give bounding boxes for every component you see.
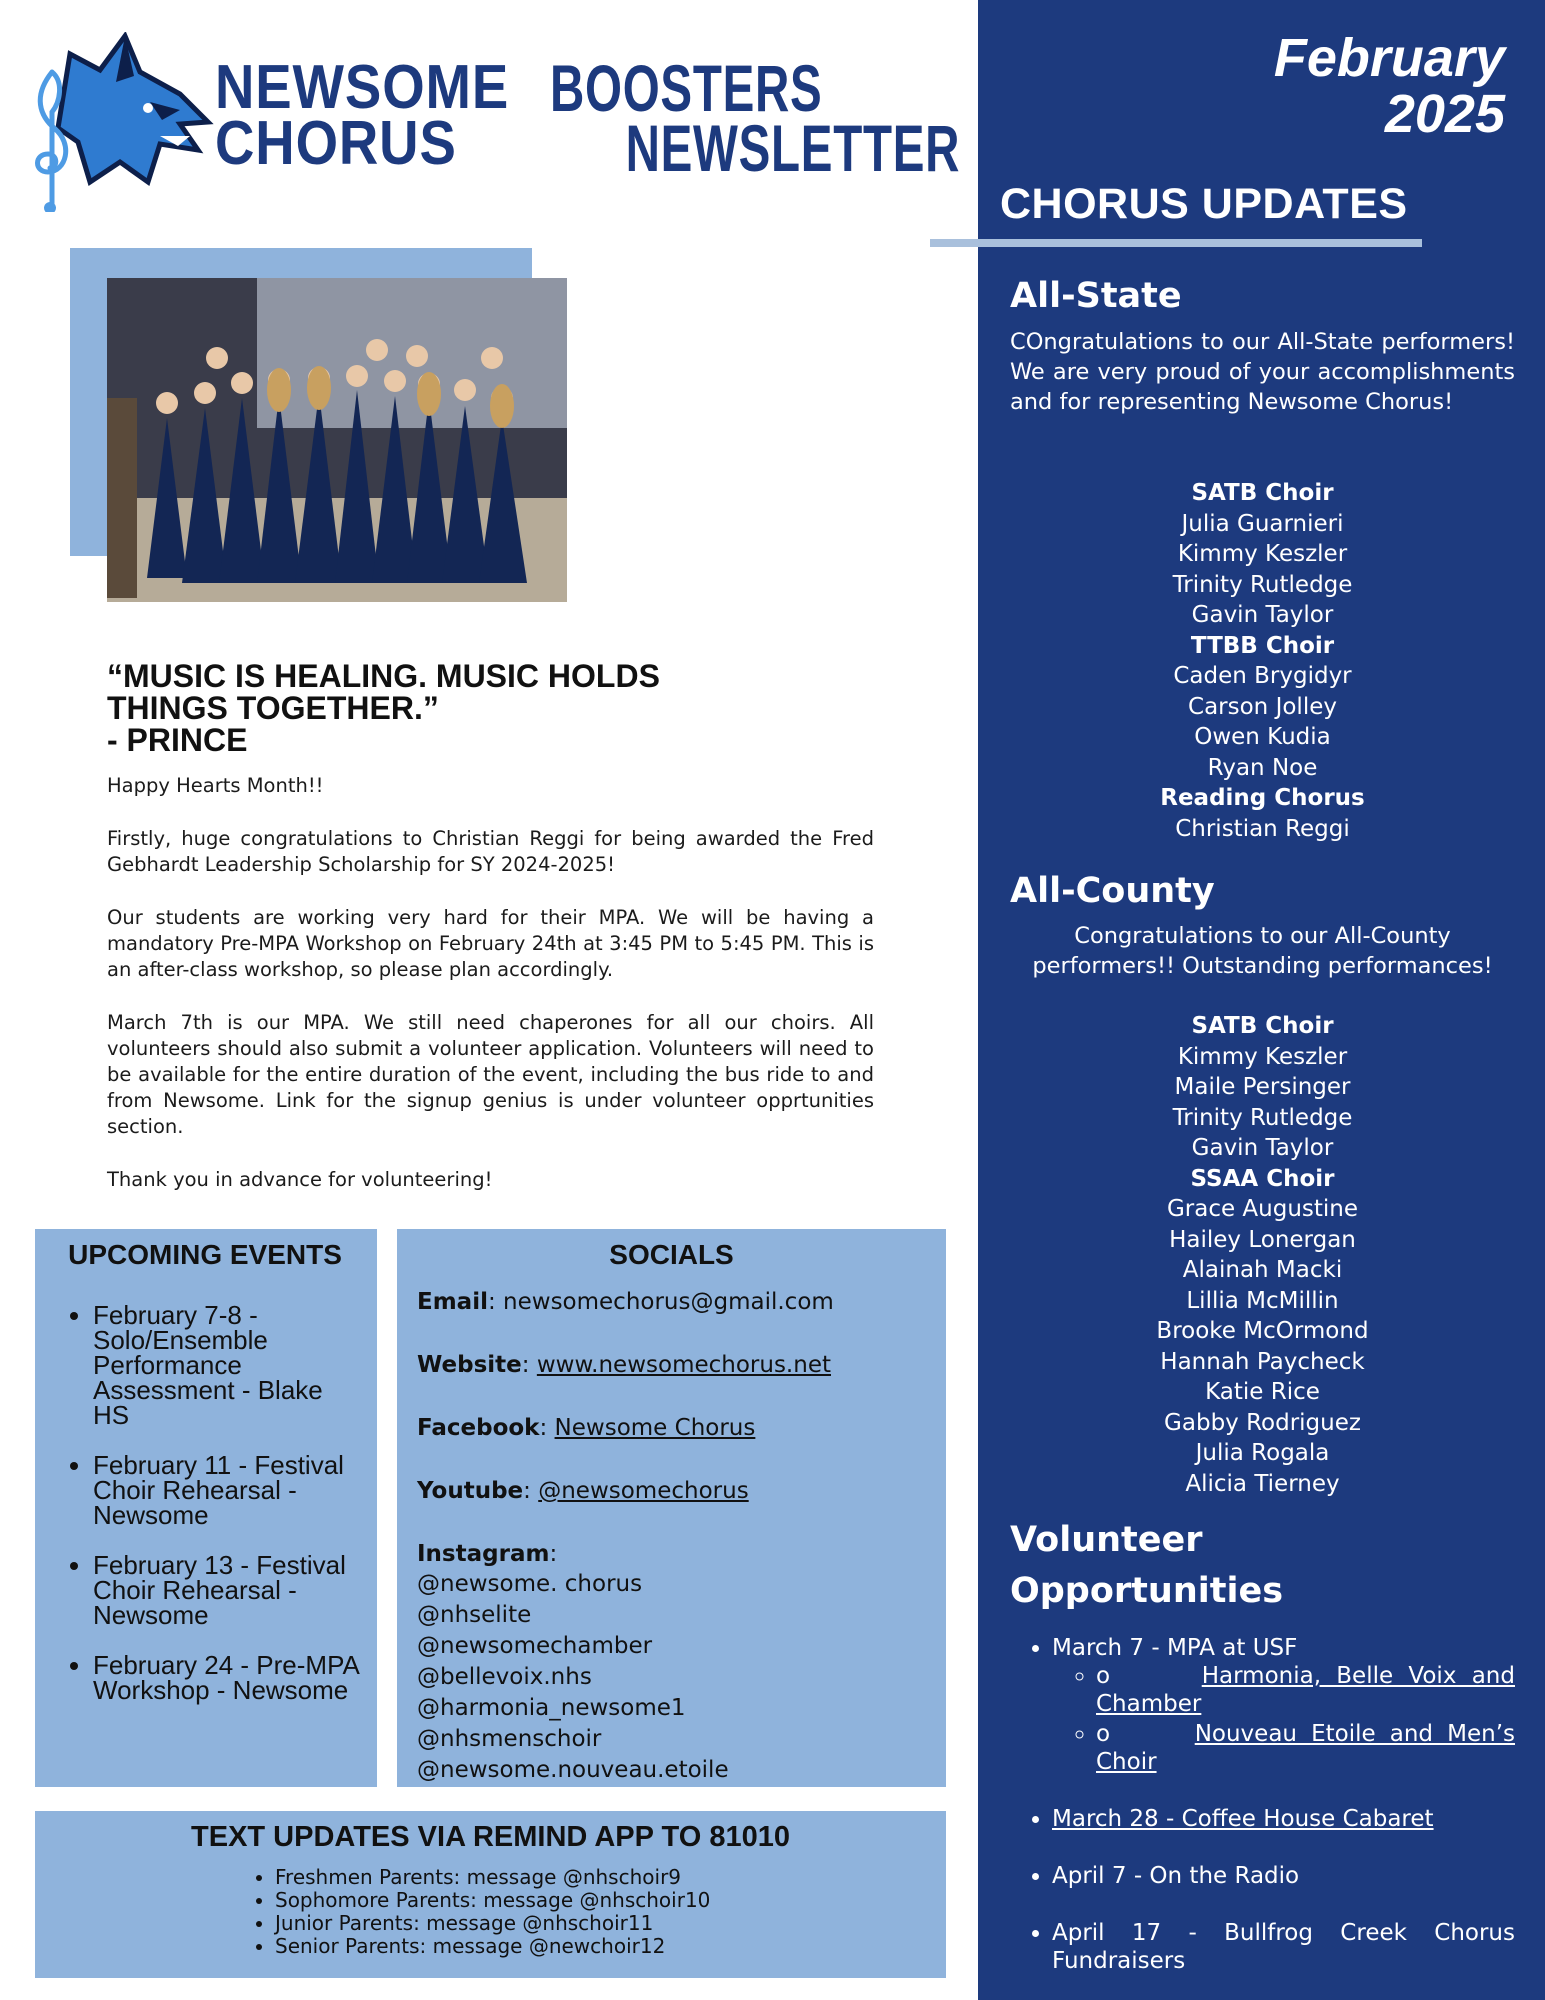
newsletter-title [550,51,961,185]
member-name: Lillia McMillin [1186,1287,1339,1314]
logo-line1: NEWSOME [215,53,510,122]
allstate-text: COngratulations to our All-State performers! We are very proud of your accomplishments and for representing Newsome Chorus! [1010,329,1515,415]
member-name: Hannah Paycheck [1160,1348,1365,1375]
instagram-handle[interactable]: @newsome.nouveau.etoile [417,1757,729,1783]
subitem-marker: o [1096,1721,1111,1747]
volunteer-item [1052,1634,1515,1776]
group-heading: SSAA Choir [1190,1165,1335,1192]
wolf-logo-icon [30,32,220,212]
member-name: Ryan Noe [1207,754,1318,781]
remind-box [35,1811,946,1978]
choir-group-photo [107,278,567,602]
body-scholarship: Firstly, huge congratulations to Christian Reggi for being awarded the Fred Gebhardt Leadership Scholarship for SY 2024-2025! [107,827,874,876]
volunteer-item [1052,1862,1515,1890]
member-name: Caden Brygidyr [1173,663,1352,689]
upcoming-events-box [35,1229,377,1787]
instagram-handle[interactable]: @harmonia_newsome1 [417,1695,686,1721]
issue-date [1274,30,1505,142]
signup-link-cabaret[interactable]: March 28 - Coffee House Cabaret [1052,1806,1434,1832]
member-name: Julia Guarnieri [1181,510,1344,537]
choir-photo-illustration [107,278,567,602]
volunteer-item [1052,1919,1515,1975]
volunteer-list [1010,1634,1515,2000]
body-greeting: Happy Hearts Month!! [107,774,324,797]
member-name: Gabby Rodriguez [1164,1409,1361,1436]
quote-line2: THINGS TOGETHER.” [107,690,439,726]
instagram-handle[interactable]: @bellevoix.nhs [417,1664,592,1690]
chorus-updates-title: CHORUS UPDATES [1000,180,1408,228]
volunteer-heading [1010,1515,1283,1617]
member-name: Katie Rice [1205,1379,1320,1405]
remind-item: • Freshmen Parents: message @nhschoir9 [275,1866,926,1889]
title-line2: NEWSLETTER [625,111,961,185]
remind-item: • Junior Parents: message @nhschoir11 [275,1912,926,1935]
instagram-handle[interactable]: @nhselite [417,1602,532,1628]
facebook-label: Facebook [417,1415,540,1441]
member-name: Gavin Taylor [1191,602,1334,628]
volunteer-item [1052,1805,1515,1833]
allcounty-names [1010,1011,1515,1499]
allstate-heading: All-State [1010,276,1182,316]
member-name: Grace Augustine [1166,1196,1359,1222]
volunteer-subitem [1096,1662,1515,1718]
remind-item: • Sophomore Parents: message @nhschoir10 [275,1889,926,1912]
facebook-link[interactable]: Newsome Chorus [554,1415,756,1441]
email-link[interactable]: newsomechorus@gmail.com [503,1289,834,1315]
remind-list [275,1866,926,1958]
website-label: Website [417,1352,522,1378]
subitem-marker: o [1096,1663,1111,1689]
member-name: Carson Jolley [1188,693,1337,720]
member-name: Hailey Lonergan [1169,1226,1356,1253]
instagram-label: Instagram [417,1541,550,1567]
event-item: • February 7-8 - Solo/Ensemble Performance Assessment - Blake HS [93,1303,363,1428]
body-mpa-workshop: Our students are working very hard for their MPA. We will be having a mandatory Pre-MPA Workshop on February 24th at 3:45 PM to 5:45 PM. This is an after-class workshop, so please plan accordingly. [107,906,874,981]
newsletter-body [107,773,874,1220]
member-name: Trinity Rutledge [1172,571,1353,598]
event-item: • February 24 - Pre-MPA Workshop - Newsome [93,1653,363,1703]
event-item: • February 13 - Festival Choir Rehearsal - Newsome [93,1553,363,1628]
website-row: Website: www.newsomechorus.net [417,1352,831,1378]
remind-title: TEXT UPDATES VIA REMIND APP TO 81010 [191,1821,790,1853]
issue-month: February [1273,28,1505,88]
member-name: Kimmy Keszler [1177,541,1348,567]
member-name: Gavin Taylor [1191,1135,1334,1161]
youtube-label: Youtube [417,1478,524,1504]
body-thanks: Thank you in advance for volunteering! [107,1168,493,1191]
logo-wordmark [215,53,510,178]
instagram-row: Instagram: [417,1541,558,1567]
group-heading: Reading Chorus [1160,785,1365,811]
group-heading: SATB Choir [1191,480,1334,506]
member-name: Christian Reggi [1175,815,1350,842]
member-name: Kimmy Keszler [1177,1043,1348,1070]
volunteer-subitem [1096,1720,1515,1776]
instagram-handles [417,1569,926,1786]
instagram-handle[interactable]: @newsomechamber [417,1633,653,1659]
chorus-updates-sidebar [978,0,1545,2000]
member-name: Julia Rogala [1195,1440,1330,1466]
prince-quote [107,660,747,756]
instagram-handle[interactable]: @nhsmenschoir [417,1726,602,1752]
quote-attribution: - PRINCE [107,722,248,758]
volunteer-item-label: March 7 - MPA at USF [1052,1635,1298,1661]
logo-line2: CHORUS [215,109,457,178]
youtube-row: Youtube: @newsomechorus [417,1478,749,1504]
signup-link-harmonia[interactable]: Harmonia, Belle Voix and Chamber [1096,1663,1515,1717]
email-label: Email [417,1289,488,1315]
group-heading: SATB Choir [1191,1013,1334,1039]
signup-link-nouveau[interactable]: Nouveau Etoile and Men’s Choir [1096,1721,1515,1775]
volunteer-item-label: April 17 - Bullfrog Creek Chorus Fundraisers [1052,1920,1515,1974]
allstate-names [1010,478,1515,844]
volunteer-heading-line2: Opportunities [1010,1571,1284,1611]
updates-underline [930,239,1422,247]
youtube-link[interactable]: @newsomechorus [538,1478,749,1504]
socials-box [397,1229,946,1787]
website-link[interactable]: www.newsomechorus.net [536,1352,831,1378]
member-name: Alicia Tierney [1185,1470,1340,1497]
member-name: Maile Persinger [1174,1074,1351,1100]
events-title: UPCOMING EVENTS [68,1239,342,1270]
facebook-row: Facebook: Newsome Chorus [417,1415,756,1441]
events-list [47,1300,363,1705]
allcounty-heading: All-County [1010,871,1215,911]
group-heading: TTBB Choir [1190,632,1335,659]
member-name: Owen Kudia [1194,724,1331,750]
member-name: Trinity Rutledge [1172,1104,1353,1131]
member-name: Alainah Macki [1182,1257,1343,1283]
volunteer-heading-line1: Volunteer [1010,1520,1203,1560]
socials-title: SOCIALS [609,1239,734,1270]
remind-item: • Senior Parents: message @newchoir12 [275,1935,926,1958]
member-name: Brooke McOrmond [1156,1318,1369,1344]
allcounty-text: Congratulations to our All-County performers!! Outstanding performances! [1032,923,1493,979]
quote-line1: “MUSIC IS HEALING. MUSIC HOLDS [107,658,660,694]
event-item: • February 11 - Festival Choir Rehearsal - Newsome [93,1453,363,1528]
issue-year: 2025 [1384,84,1505,144]
title-line1: BOOSTERS [550,51,823,125]
instagram-handle[interactable]: @newsome. chorus [417,1571,643,1597]
volunteer-item-label: April 7 - On the Radio [1052,1863,1300,1889]
body-chaperones: March 7th is our MPA. We still need chaperones for all our choirs. All volunteers should also submit a volunteer application. Volunteers will need to be available for the entire duration of the event, including the bus ride to and from Newsome. Link for the signup genius is under volunteer opprtunities section. [107,1011,874,1138]
email-row: Email: newsomechorus@gmail.com [417,1289,834,1315]
